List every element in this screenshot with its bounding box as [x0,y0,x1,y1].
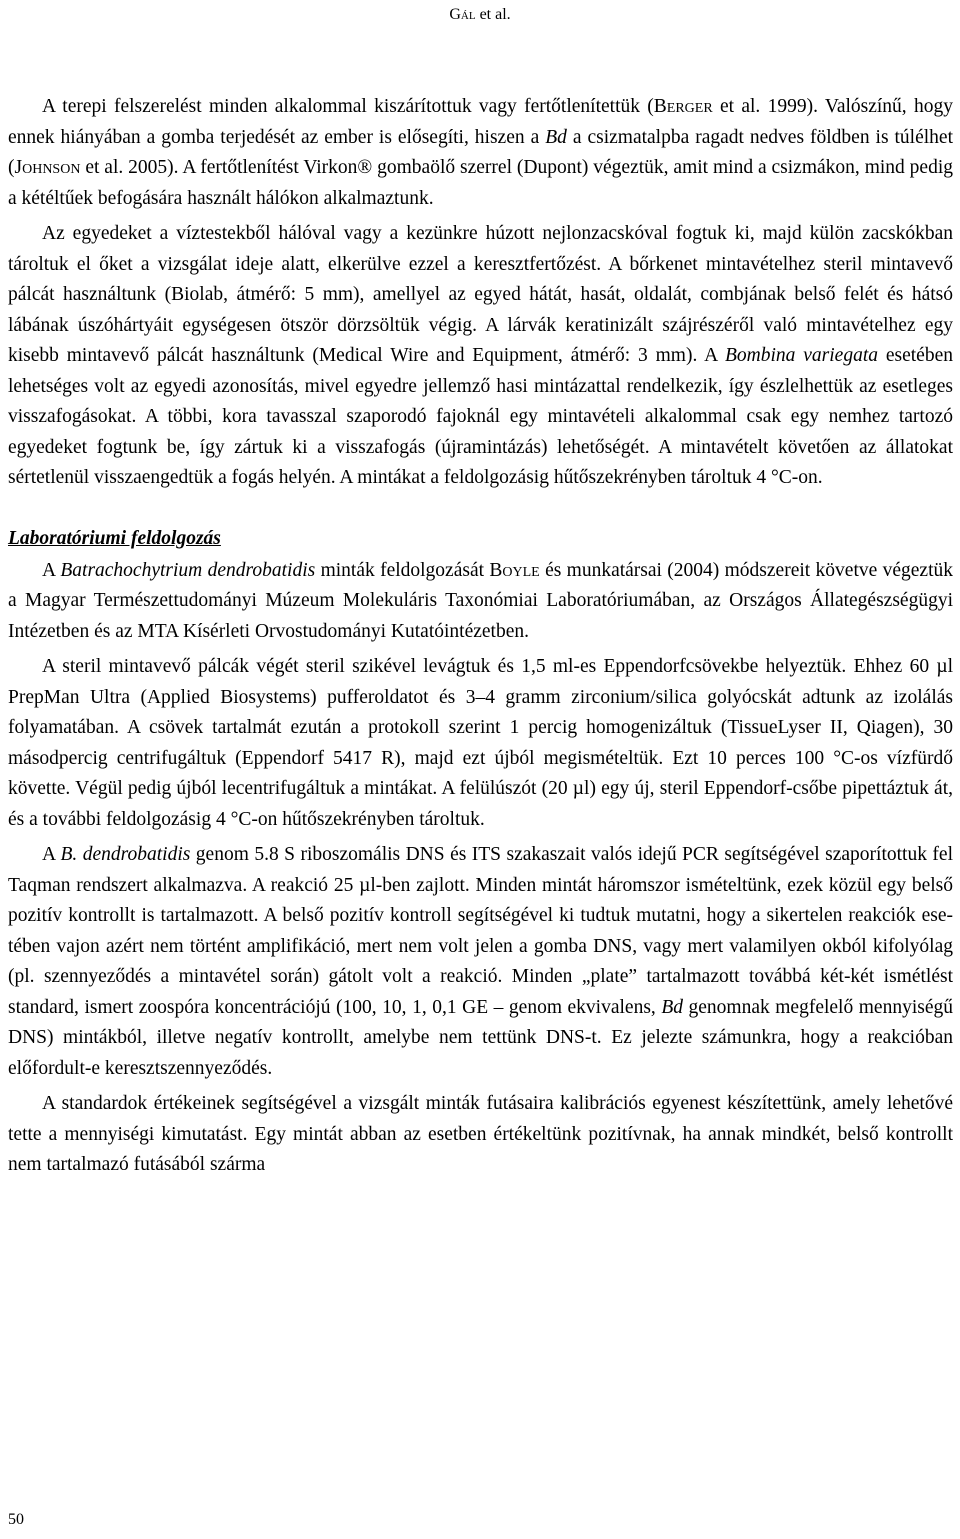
paragraph-calibration: A standardok értékeinek segítségével a vizsgált minták futásaira kalibrációs egyenest készítettünk, amely lehetővé tette a mennyiségi kimutatást. Egy mintát abban az esetben értékeltünk pozitívnak, ha annak mindkét, belső kontrollt nem tartalmazó futásából szárma [8,1093,953,1175]
text-run: genomnak megfelelő mennyiségű DNS) mintákból, illetve negatív kontrollt, amelybe nem tettünk DNS-t. Ez jelezte számunkra, hogy a reakcióban előfordult-e keresztszennyeződés. [8,996,953,1079]
page-number: 50 [8,1511,24,1528]
text-run: et al. 1999). Valószínű, hogy ennek hiányában a gomba terjedését az ember is elősegíti, hiszen a [8,96,953,148]
paragraph-sampling [8,219,953,494]
text-run: et al. 2005). A fertőtlenítést Virkon® gombaölő szerrel (Dupont) végeztük, amit mind a csizmákon, mind pedig a kétéltűek befogására használt hálókon alkalmaztunk. [8,157,953,209]
text-run: Az egyedeket a víztestekből hálóval vagy a kezünkre húzott nejlonzacskóval fogtuk ki, majd külön zacskókban tároltuk el őket a vizsgálat ideje alatt, elkerülve ezzel a keresztfertőzést. A bőrkenet mintavételhez steril mintavevő pálcát használtunk (Biolab, átmérő: 5 mm), amellyel az egyed hátát, hasát, oldalát, combjának belső felét és hátsó lábának úszóhártyáit egységesen ötször dörzsöltük végig. A lárvák keratinizált szájrészéről való mintavételhez egy kisebb mintavevő pálcát használtunk (Medical Wire and Equipment, átmérő: 3 mm). A [8,223,953,366]
paragraph-extraction: A steril mintavevő pálcák végét steril szikével levágtuk és 1,5 ml-es Eppendorfcsövekbe helyeztük. Ehhez 60 µl PrepMan Ultra (Applied Biosystems) pufferoldatot és 3–4 gramm zirconium/silica golyócskát adtunk az izolálás folyamatában. A csövek tartalmát ezután a protokoll szerint 1 percig homogenizáltuk (TissueLyser II, Qiagen), 30 másodpercig centrifugáltuk (Eppendorf 5417 R), majd ezt újból megismételtük. Ezt 10 perces 100 °C-os vízfürdő követte. Végül pedig újból lecentrifugáltuk a mintákat. A felülúszót (20 µl) egy új, steril Eppendorf-csőbe pipettáztuk át, és a további feldolgozásig 4 °C-on hűtőszekrényben tároltuk. [8,656,953,830]
text-run: minták feldolgozását B [315,559,503,581]
species-name: Bombina variegata [724,345,878,366]
section-heading: Laboratóriumi feldolgozás [8,527,221,549]
paragraph-lab-intro [8,556,953,648]
text-run: és munkatársai (2004) módszereit követve végeztük a Magyar Természettudományi Múzeum Molekuláris Taxonómiai Laboratóriumában, az Országos Állategészségügyi Intézetben és az MTA Kísérleti Orvostudományi Kutatóintézetben. [8,559,953,642]
text-run: A [42,559,61,581]
species-name: B. dendrobatidis [60,844,191,865]
author-smallcaps: ál [460,6,476,23]
author-suffix: et al. [475,6,511,23]
text-run: A terepi felszerelést minden alkalommal kiszárítottuk vagy fertőtlenítettük (B [42,96,667,117]
citation-author: erger [666,96,713,117]
citation-author: oyle [502,559,540,581]
paragraph-pcr [8,840,953,1084]
text-run: esetében lehetséges volt az egyedi azonosítás, mivel egyedre jellemző hasi mintázattal rendelkezik, így észlelhettük az esetleges visszafogásokat. A többi, kora tavasszal szaporodó fajoknál egy mintavételi alkalommal csak egy nemhez tartozó egyedeket fogtunk be, így zártuk ki a visszafogás (újramintázás) lehetőségét. A mintavételt követően az állatokat sértetlenül visszaengedtük a fogás helyén. A mintákat a feldolgozásig hűtőszekrényben tároltuk 4 °C-on. [8,345,953,488]
citation-author: ohnson [22,157,81,178]
text-run: A [42,844,61,865]
species-name: Batrachochytrium dendrobatidis [60,559,316,581]
paragraph-field-equipment [8,92,953,214]
text-run: a csizmatalpba ragadt nedves földben is túlélhet (J [8,126,953,178]
author-prefix: G [449,6,461,23]
running-head [0,6,960,24]
species-abbrev: Bd [661,996,683,1018]
text-run: genom 5.8 S riboszomális DNS és ITS szakaszait valós idejű PCR segítségével szaporítottuk fel Taqman rendszert alkalmazva. A reakció 25 µl-ben zajlott. Minden mintát háromszor ismételtünk, ezek közül egy belső pozitív kontrollt is tartalmazott. A belső pozitív kontroll segítségével ki tudtuk mutatni, hogy a sikertelen reakciók esetében vajon azért nem történt amplifikáció, mert nem volt jelen a gomba DNS, vagy mert valamilyen okból kifolyólag (pl. szennyeződés a mintavétel során) gátolt volt a reakció. Minden „plate” tartalmazott továbbá két-két ismétlést standard, ismert zoospóra koncentrációjú (100, 10, 1, 0,1 GE – genom ekvivalens, [8,844,953,1018]
page-body [8,92,953,1181]
species-abbrev: Bd [545,126,567,148]
